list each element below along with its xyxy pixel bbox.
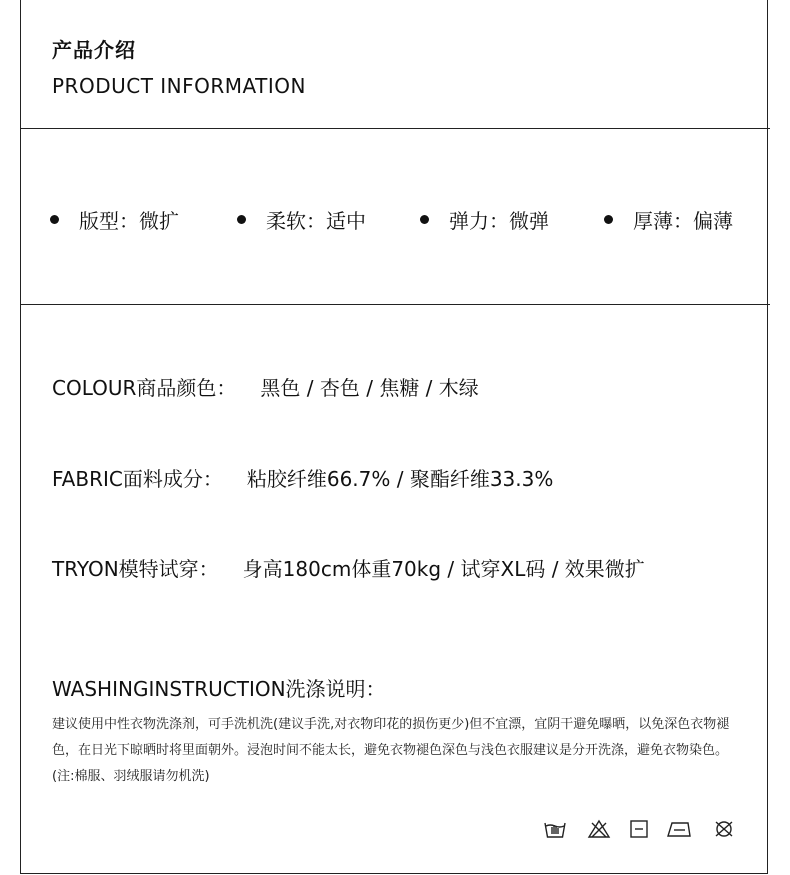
feature-label: 版型：微扩 [79,209,179,233]
tryon-value: 身高180cm体重70kg / 试穿XL码 / 效果微扩 [242,557,645,581]
divider [20,304,770,305]
tryon-label: TRYON模特试穿： [52,557,219,581]
feature-item [420,205,549,234]
tryon-row [52,553,645,582]
colour-label: COLOUR商品颜色： [52,376,237,400]
feature-item [237,205,366,234]
bullet-icon [50,215,59,224]
colour-row [52,372,479,401]
feature-label: 厚薄：偏薄 [633,209,733,233]
fabric-label: FABRIC面料成分： [52,467,223,491]
feature-item [604,205,733,234]
dry-flat-icon [627,818,651,840]
bullet-icon [604,215,613,224]
feature-label: 弹力：微弹 [449,209,549,233]
do-not-bleach-icon [587,818,611,840]
bullet-icon [237,215,246,224]
iron-low-icon [667,818,691,840]
washing-text: 建议使用中性衣物洗涤剂，可手洗机洗(建议手洗,对衣物印花的损伤更少)但不宜漂，宜阴干避免曝晒，以免深色衣物褪色，在日光下晾晒时将里面朝外。浸泡时间不能太长，避免衣物褪色深色与浅色衣服建议是分开洗涤，避免衣物染色。(注:棉服、羽绒服请勿机洗) [52,717,730,784]
bullet-icon [420,215,429,224]
fabric-row [52,463,553,492]
do-not-dry-clean-icon [712,818,736,840]
fabric-value: 粘胶纤维66.7% / 聚酯纤维33.3% [246,467,554,491]
washing-title: WASHINGINSTRUCTION洗涤说明： [52,677,386,701]
feature-list [40,205,760,237]
section-title-zh: 产品介绍 [52,38,136,62]
feature-item [50,205,179,234]
hand-wash-icon [543,818,567,840]
divider [20,128,770,129]
colour-value: 黑色 / 杏色 / 焦糖 / 木绿 [260,376,479,400]
feature-label: 柔软：适中 [266,209,366,233]
section-title-en: PRODUCT INFORMATION [52,74,306,98]
